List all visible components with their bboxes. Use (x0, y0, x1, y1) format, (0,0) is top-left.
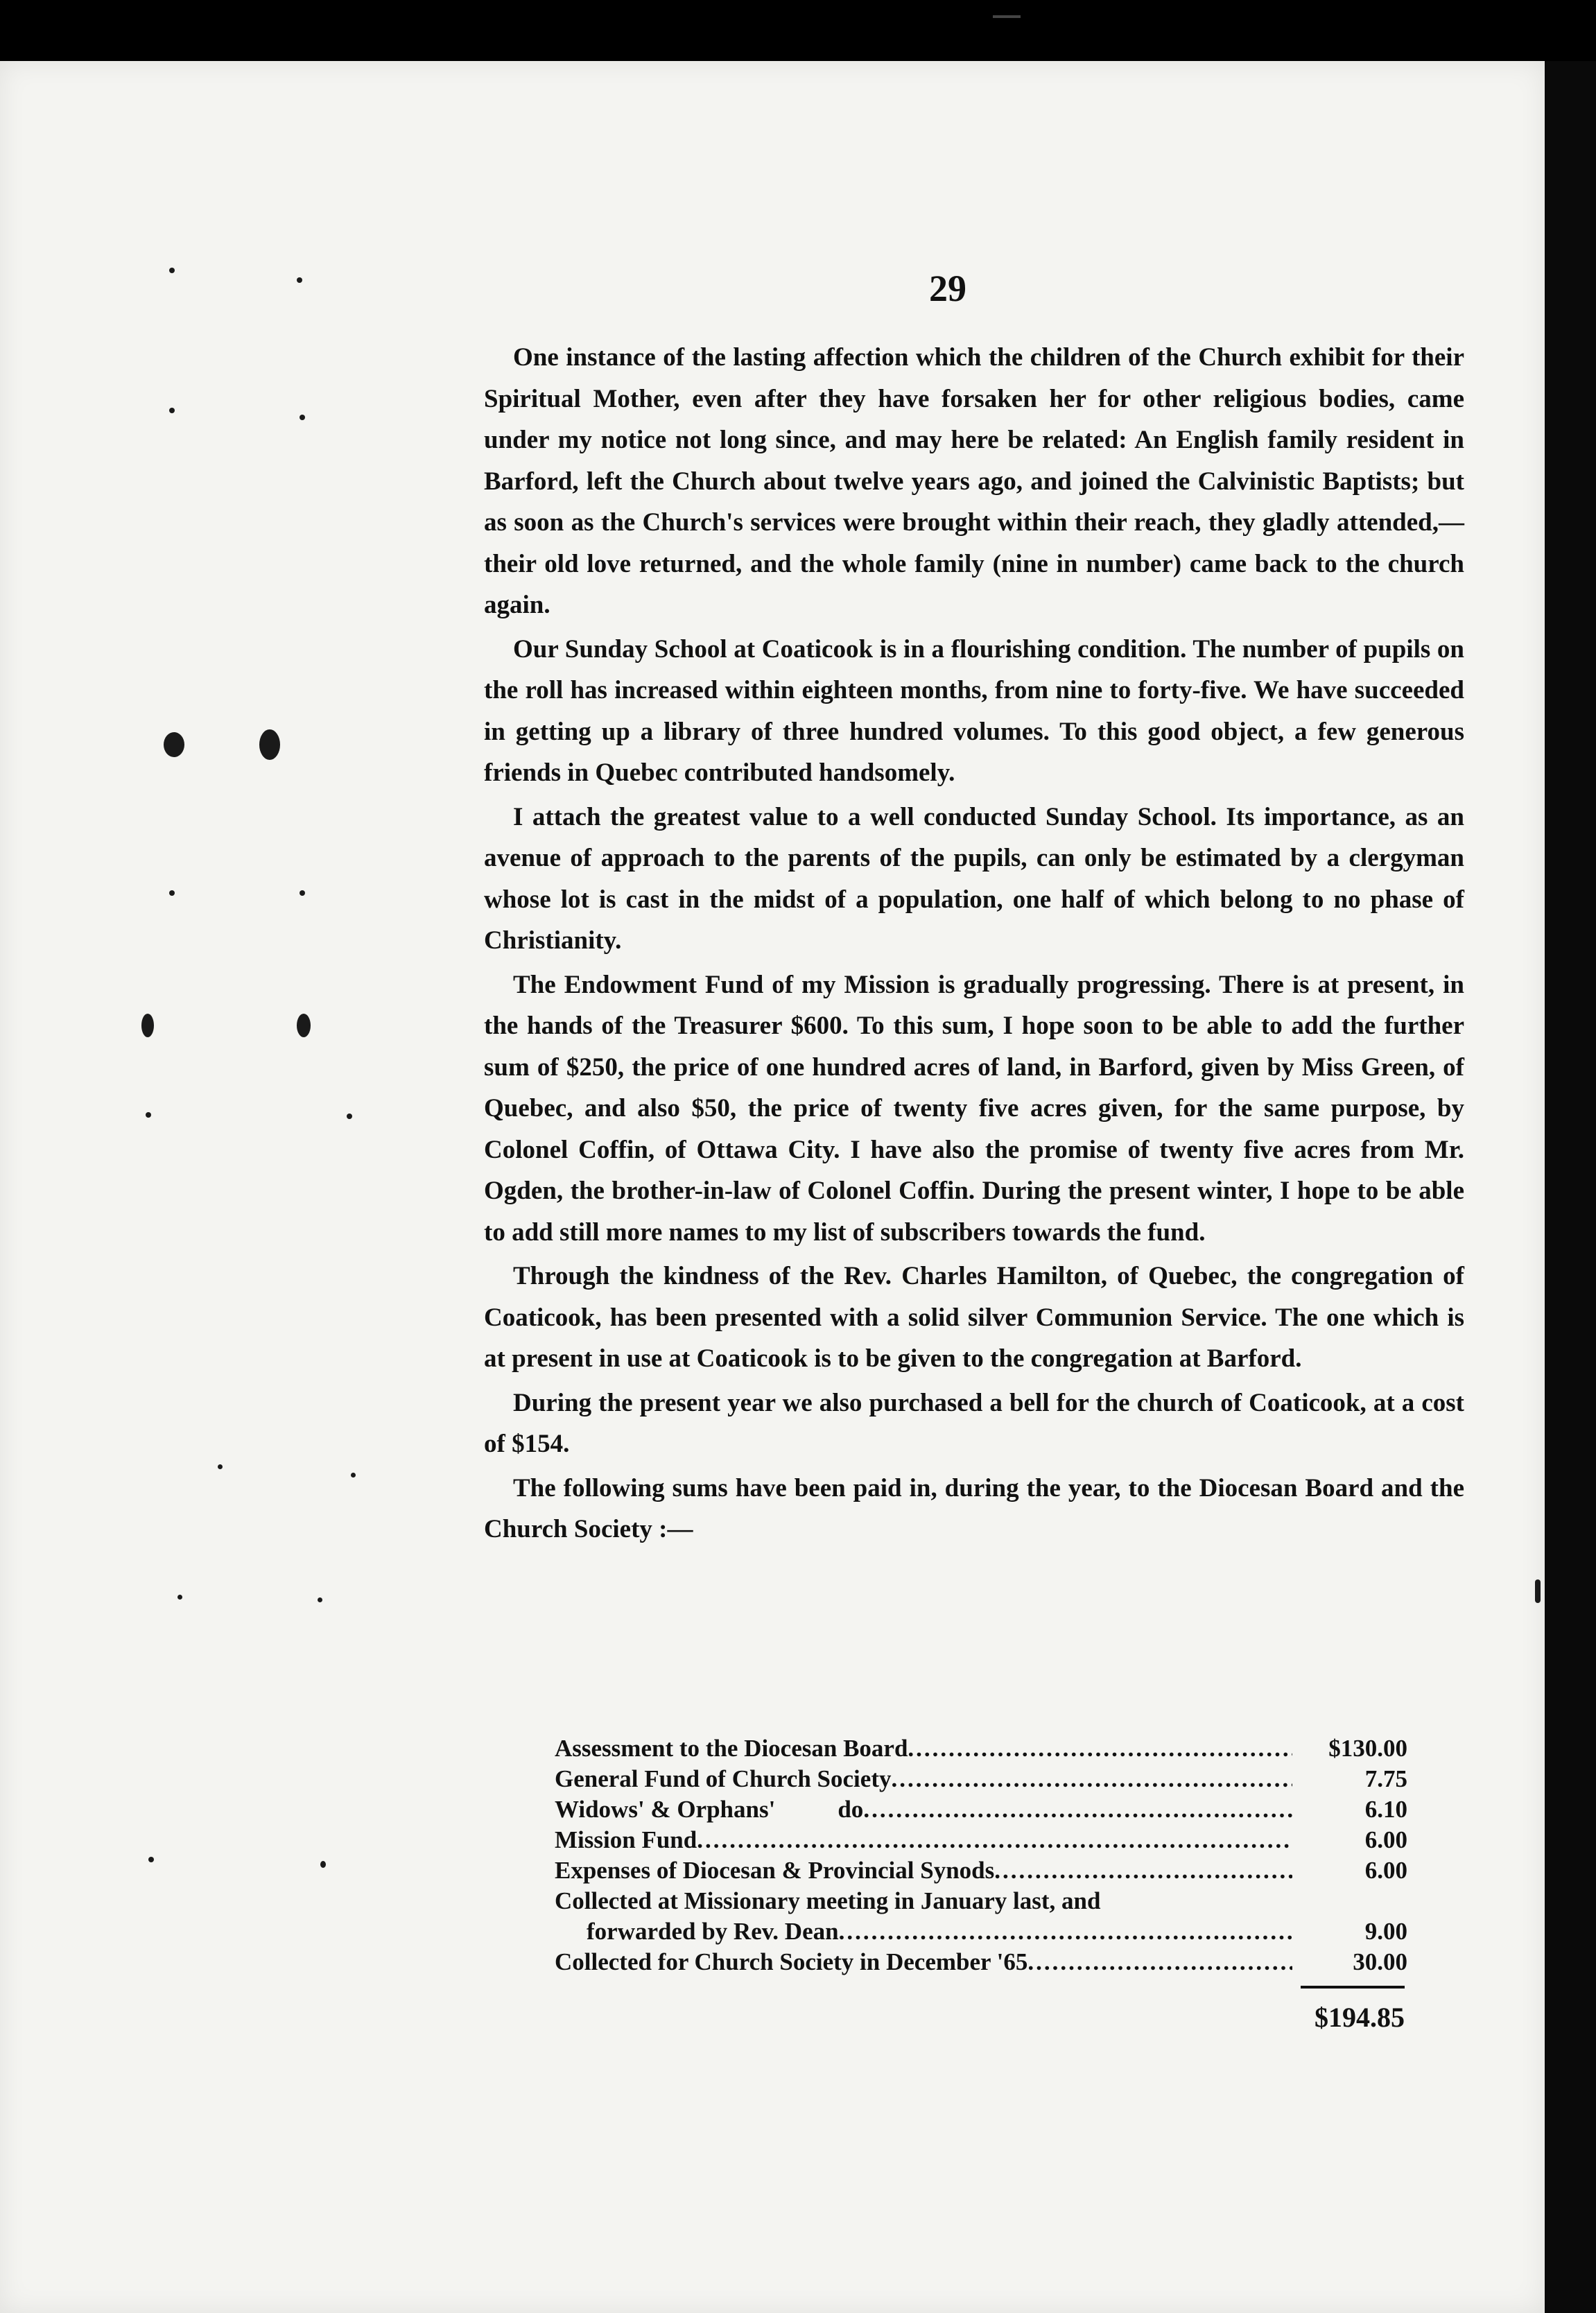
margin-speck (351, 1473, 356, 1478)
sums-row-amount: 6.00 (1364, 1857, 1407, 1884)
margin-speck (297, 1014, 311, 1037)
margin-speck (177, 1595, 182, 1600)
paragraph: The following sums have been paid in, during the year, to the Diocesan Board and the Church Society :— (484, 1473, 1464, 1543)
paragraph: Our Sunday School at Coaticook is in a flourishing condition. The number of pupils on the roll has increased within eighteen months, from nine to forty-five. We have succeeded in getting up a library of three hundred volumes. To this good object, a few generous friends in Quebec contributed handsomely. (484, 634, 1464, 787)
margin-speck (146, 1112, 151, 1118)
sums-row-amount: $130.00 (1328, 1735, 1407, 1762)
margin-speck (300, 890, 305, 896)
sums-row-amount: 9.00 (1364, 1918, 1407, 1945)
sums-row (555, 1764, 1407, 1794)
sums-row-label: Collected for Church Society in December '65 (555, 1948, 1028, 1975)
margin-speck (141, 1014, 154, 1037)
dot-leader (891, 1764, 1292, 1794)
sums-row-amount: 7.75 (1364, 1765, 1407, 1792)
sums-row-label: Assessment to the Diocesan Board (555, 1735, 908, 1762)
margin-speck (169, 268, 175, 273)
dot-leader (863, 1794, 1292, 1825)
sums-row (555, 1825, 1407, 1855)
sums-total: $194.85 (1315, 2002, 1405, 2033)
page-number: 29 (929, 268, 966, 309)
sums-row-label: Collected at Missionary meeting in January last, and (555, 1887, 1101, 1914)
dot-leader (839, 1916, 1292, 1947)
sums-row-label: forwarded by Rev. Dean (587, 1918, 839, 1945)
sums-row (555, 1916, 1407, 1947)
sums-row (555, 1947, 1407, 1977)
paragraph: During the present year we also purchased a bell for the church of Coaticook, at a cost of $154. (484, 1388, 1464, 1458)
sums-row-amount: 30.00 (1353, 1948, 1407, 1975)
margin-speck (347, 1114, 352, 1119)
paragraph: I attach the greatest value to a well conducted Sunday School. Its importance, as an avenue of approach to the parents of the pupils, can only be estimated by a clergyman whose lot is cast in the midst of a population, one half of which belong to no phase of Christianity. (484, 802, 1464, 955)
sums-row-amount: 6.10 (1364, 1796, 1407, 1823)
sums-row-label: General Fund of Church Society (555, 1765, 892, 1792)
sums-row (555, 1794, 1407, 1825)
dot-leader (697, 1825, 1292, 1855)
sums-row-label: Expenses of Diocesan & Provincial Synods (555, 1857, 995, 1884)
margin-speck (320, 1861, 326, 1868)
total-rule (1301, 1986, 1405, 1989)
sums-row (555, 1733, 1407, 1764)
sums-row-ditto: do (838, 1796, 864, 1823)
margin-speck (259, 729, 280, 760)
margin-speck (148, 1857, 154, 1862)
sums-row-label: Widows' & Orphans' (555, 1796, 776, 1823)
dot-leader (994, 1855, 1292, 1886)
margin-speck (169, 408, 175, 413)
sums-row (555, 1886, 1407, 1916)
sums-row-label: Mission Fund (555, 1826, 697, 1853)
margin-speck (218, 1464, 223, 1469)
sums-table (555, 1733, 1407, 1977)
paragraph: Through the kindness of the Rev. Charles Hamilton, of Quebec, the congregation of Coaticook, has been presented with a solid silver Communion Service. The one which is at present in use at Coaticook is to be given to the congregation at Barford. (484, 1262, 1464, 1373)
sums-row (555, 1855, 1407, 1886)
page-edge-shadow (1545, 61, 1596, 2313)
margin-speck (297, 277, 302, 283)
paragraph: The Endowment Fund of my Mission is gradually progressing. There is at present, in the hands of the Treasurer $600. To this sum, I hope soon to be able to add the further sum of $250, the price of one hundred acres of land, in Barford, given by Miss Green, of Quebec, and also $50, the price of twenty five acres given, for the same purpose, by Colonel Coffin, of Ottawa City. I have also the promise of twenty five acres from Mr. Ogden, the brother-in-law of Colonel Coffin. During the present winter, I hope to be able to add still more names to my list of subscribers towards the fund. (484, 970, 1464, 1247)
scan-artifact (993, 15, 1021, 18)
margin-speck (318, 1597, 322, 1602)
paragraph: One instance of the lasting affection which the children of the Church exhibit for their Spiritual Mother, even after they have forsaken her for other religious bodies, came under my notice not long since, and may here be related: An English family resident in Barford, left the Church about twelve years ago, and joined the Calvinistic Baptists; but as soon as the Church's services were brought within their reach, they gladly attended,—their old love returned, and the whole family (nine in number) came back to the church again. (484, 343, 1464, 619)
body-text (484, 337, 1464, 1553)
sums-row-amount: 6.00 (1364, 1826, 1407, 1853)
margin-speck (164, 732, 184, 757)
margin-speck (300, 415, 305, 420)
dot-leader (908, 1733, 1292, 1764)
margin-speck (169, 890, 175, 896)
margin-speck (1535, 1579, 1541, 1603)
dot-leader (1027, 1947, 1292, 1977)
